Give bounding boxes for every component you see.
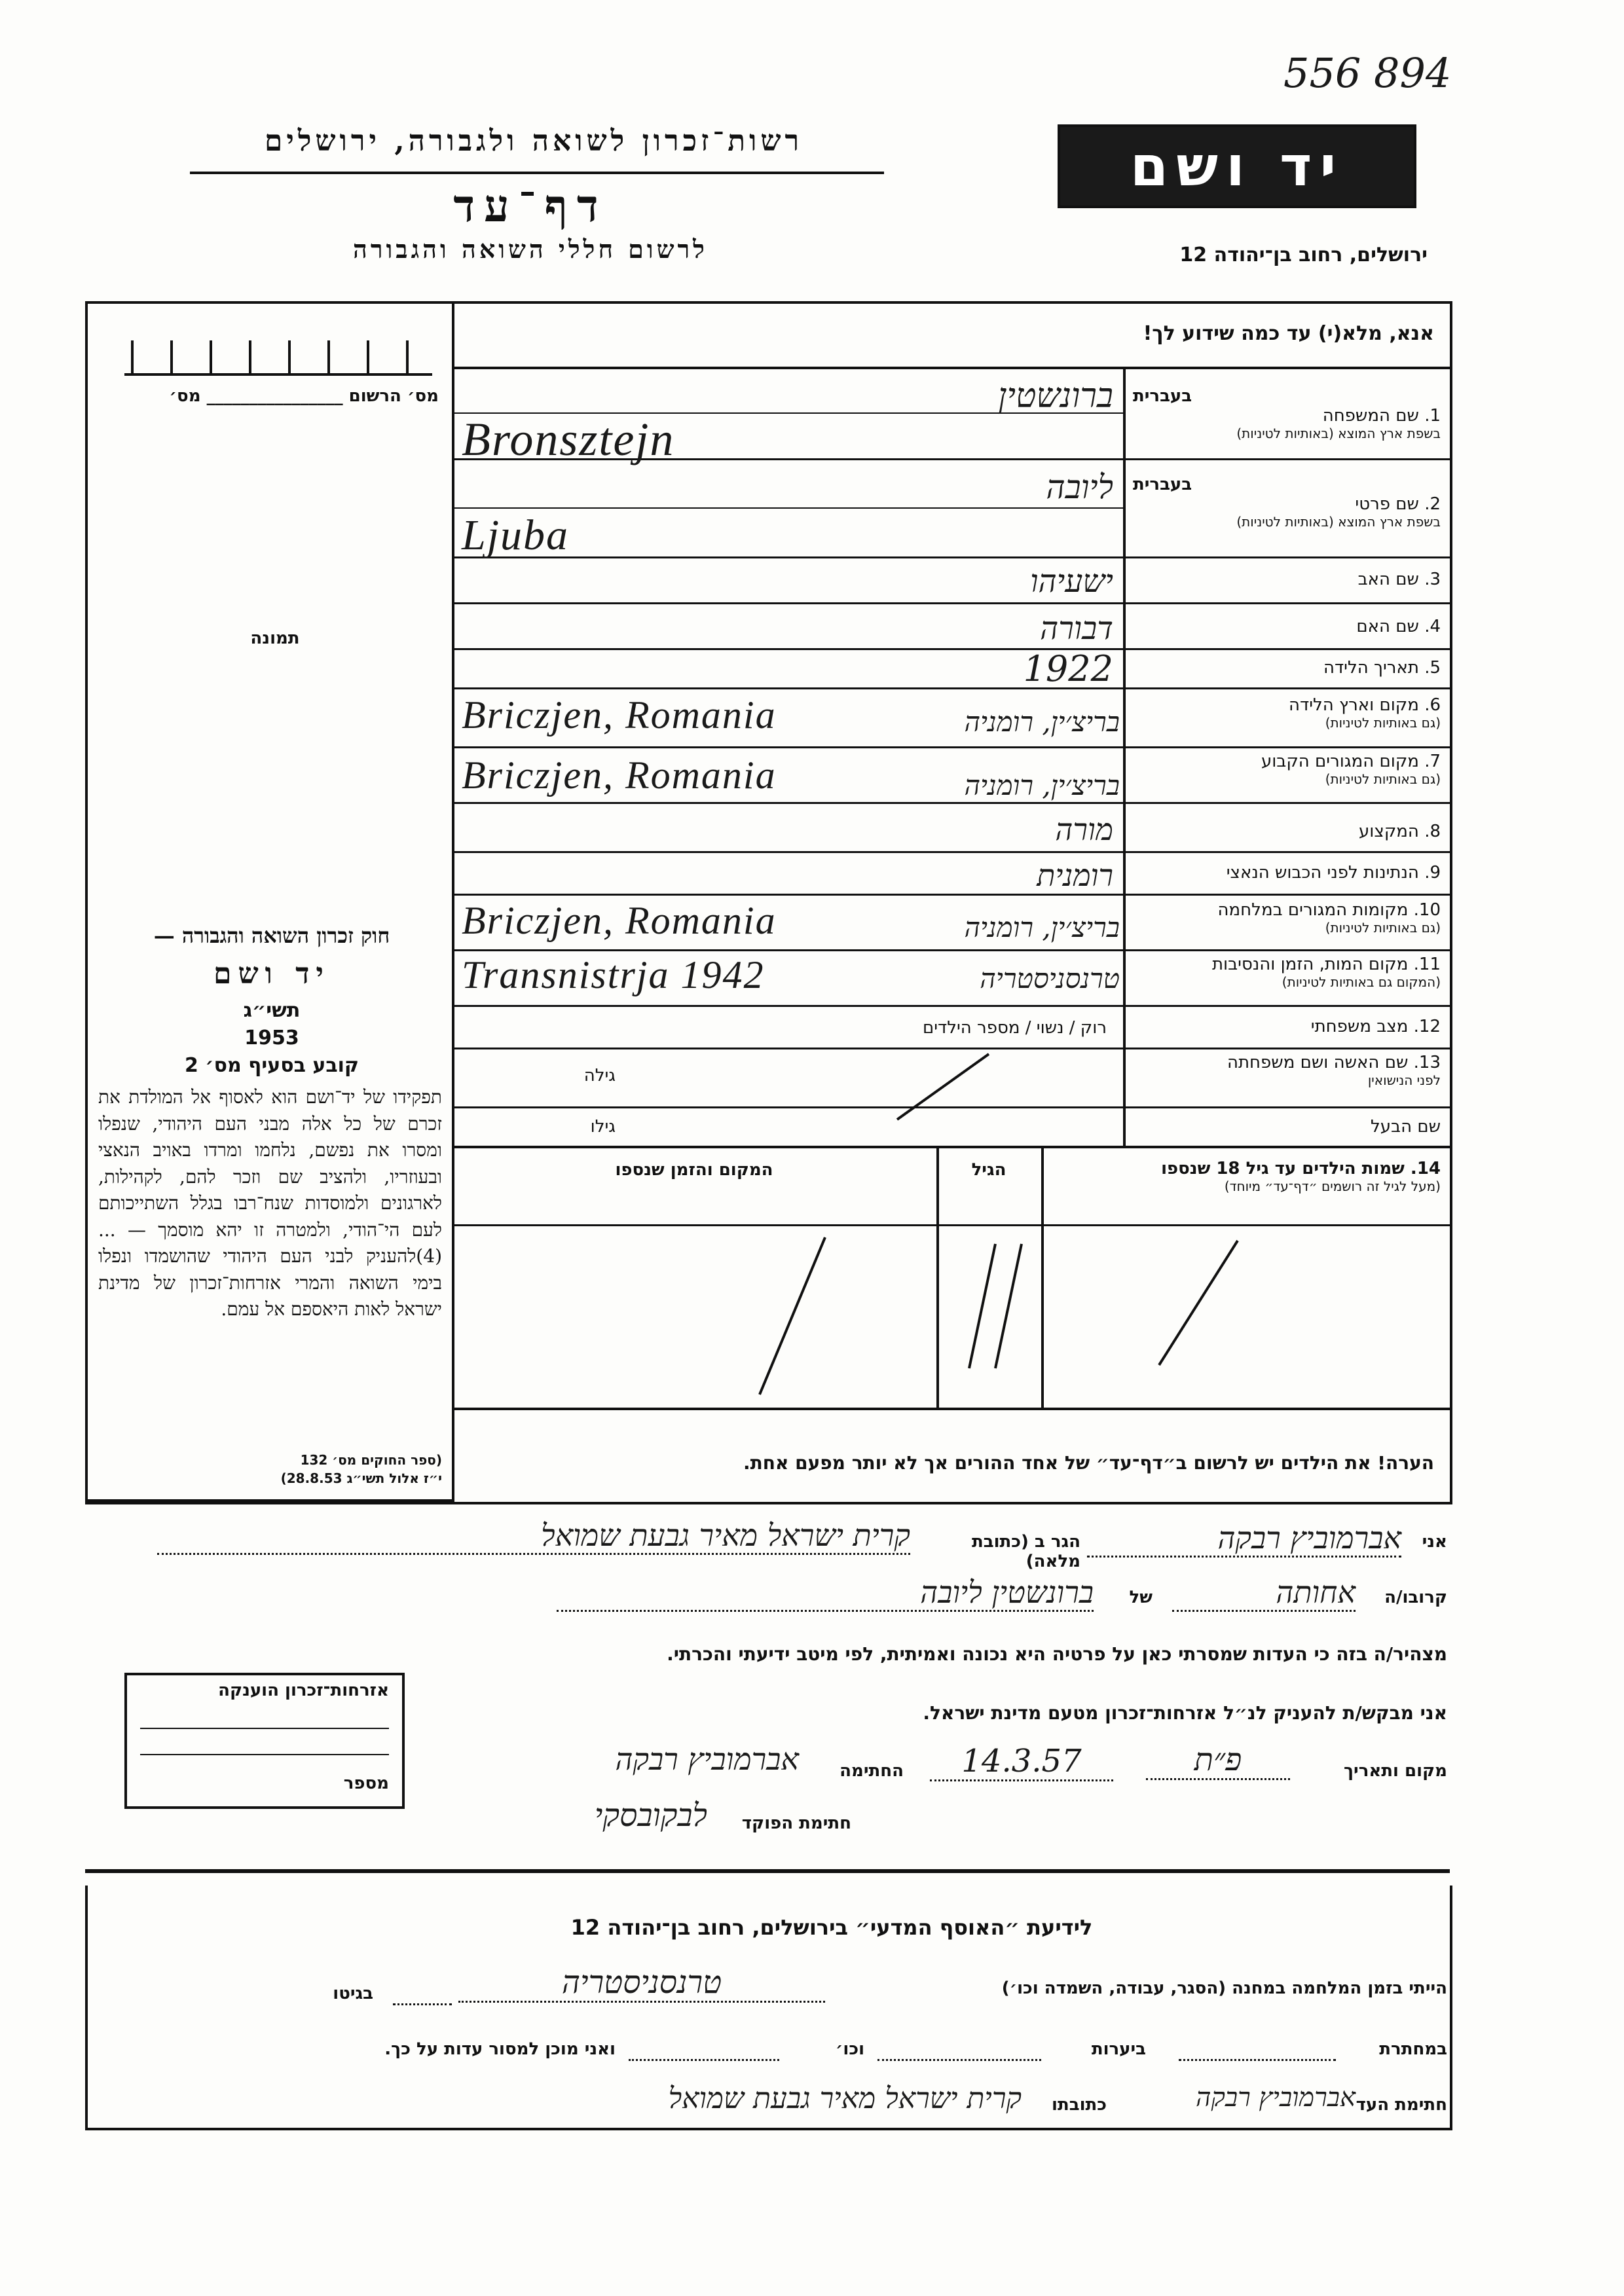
- ready-label: ואני מוכן למסור עדות על כך.: [384, 2039, 616, 2059]
- first-name-hebrew: ליובה: [1046, 468, 1113, 506]
- document-number: 556 894: [1283, 49, 1452, 97]
- witness-signature: אברמוביץ רבקה: [1196, 2083, 1356, 2113]
- children-age-strike: [963, 1231, 1028, 1375]
- row-first-name-tag: בעברית: [1133, 475, 1192, 494]
- relative-name: ברונשטין ליובה: [557, 1575, 1094, 1612]
- row-wife-name: 13. שם האשה ושם משפחתה לפני הנישואין: [1227, 1053, 1441, 1088]
- camp-label: הייתי בזמן המלחמה במחנה (הסגר, עבודה, השמדה וכו׳): [1001, 1978, 1447, 1998]
- row-first-name: בעברית 2. שם פרטי בשפת ארץ המוצא (באותיות לטיניות): [1133, 475, 1441, 530]
- photo-label: תמונה: [250, 629, 300, 648]
- declaration-statement: מצהיר/ה בזה כי העדות שמסרתי כאן על פרטיה היא נכונה ואמיתית, לפי מיטב ידיעתי והכרתי.: [667, 1643, 1447, 1665]
- note-text: הערה! את הילדים יש לרשום ב״דף־עד״ של אחד ההורים אך לא יותר מפעם אחת.: [743, 1452, 1434, 1474]
- row-marital-status: 12. מצב משפחתי: [1310, 1017, 1441, 1036]
- residence-hebrew: בריצ׳ין, רומניה: [964, 769, 1120, 801]
- official-signature-label: חתימת הפוקד: [741, 1813, 851, 1833]
- declaration-place: פ״ת: [1146, 1741, 1290, 1780]
- registry-ticks: [124, 334, 432, 376]
- row-family-name-tag: בעברית: [1133, 386, 1192, 406]
- row-birth-date: 5. תאריך הלידה: [1323, 658, 1441, 678]
- row-citizenship: 9. הנתינות לפני הכבוש הנאצי: [1226, 863, 1441, 883]
- law-year: 1953: [244, 1027, 299, 1049]
- citizenship-stamp-box: [124, 1673, 405, 1809]
- witness-address-label: כתובתו: [1052, 2095, 1107, 2115]
- birth-place-latin: Briczjen, Romania: [462, 693, 777, 737]
- witness-signature-label: חתימת העד: [1356, 2095, 1447, 2115]
- place-date-label: מקום ותאריך: [1344, 1761, 1447, 1781]
- family-name-sub: בשפת ארץ המוצא (באותיות לטיניות): [1236, 426, 1441, 441]
- intro-text: אנא, מלא(י) עד כמה שידוע לך!: [1143, 322, 1434, 345]
- mother-name-value: דבורה: [1040, 610, 1113, 647]
- citizenship-value: רומנית: [1037, 858, 1113, 893]
- law-name: יד ושם: [213, 957, 330, 991]
- birth-date-value: 1922: [1023, 648, 1113, 689]
- form-subtitle: לרשום חללי השואה והגבורה: [353, 234, 708, 264]
- family-name-latin: Bronsztejn: [462, 413, 675, 465]
- law-reference: (ספר החוקים מס׳ 132: [300, 1452, 442, 1468]
- husband-age-label: גילו: [590, 1117, 616, 1137]
- forests-label: ביערות: [1091, 2039, 1146, 2059]
- witness-address: קרית ישראל מאיר גבעת שמואל: [668, 2082, 1022, 2115]
- row-family-name: בעברית 1. שם המשפחה בשפת ארץ המוצא (באותיות לטיניות): [1133, 386, 1441, 441]
- law-title: חוק זכרון השואה והגבורה —: [153, 923, 390, 948]
- stamp-number-label: מספר: [343, 1774, 389, 1793]
- first-name-label: שם פרטי: [1355, 494, 1419, 514]
- birth-place-hebrew: בריצ׳ין, רומניה: [964, 706, 1120, 738]
- children-name-strike: [1153, 1237, 1244, 1368]
- row-father-name: 3. שם האב: [1357, 570, 1441, 589]
- children-age-header: הגיל: [971, 1160, 1006, 1180]
- row-wartime-residence: 10. מקומות המגורים במלחמה (גם באותיות לטיניות): [1217, 900, 1441, 936]
- family-name-label: שם המשפחה: [1322, 406, 1419, 426]
- of-label: של: [1129, 1588, 1153, 1607]
- signature-label: החתימה: [840, 1761, 904, 1781]
- residence-latin: Briczjen, Romania: [462, 754, 777, 797]
- official-signature: לבקובסקי: [594, 1797, 707, 1834]
- law-text: תפקידו של יד־ושם הוא לאסוף אל המולדת את זכרם של כל אלה מבני העם היהודי, שנפלו ומסרו את נפשם, נלחמו ומרדו באויב הנאצי ובעוזריו, ולהציב שם וזכר להם, לקהילות, לארגונים ולמוסדות שנח־רבו בגלל השתייכותם לעם הי־הודי, ולמטרה זו יהא מוסמך — ...(4)להעניק לבני העם היהודי שהושמדו ונפלו בימי השואה והמרי אזרחות־זכרון של מדינת ישראל לאות היאספם אל עמם.: [98, 1086, 442, 1320]
- declaration-i-label: אני: [1422, 1532, 1447, 1552]
- first-name-latin: Ljuba: [462, 511, 570, 559]
- wife-age-label: גילה: [583, 1066, 616, 1085]
- wartime-residence-hebrew: בריצ׳ין, רומניה: [964, 911, 1120, 943]
- children-header: 14. שמות הילדים עד גיל 18 שנספו (מעל לגיל זה רושמים ״דף־עד״ מיוחד): [1161, 1159, 1441, 1194]
- children-place-strike: [753, 1231, 832, 1401]
- death-place-latin: Transnistrja 1942: [462, 953, 765, 996]
- row-death-place: 11. מקום המות, הזמן והנסיבות (המקום גם באותיות לטיניות): [1211, 955, 1441, 990]
- row-mother-name: 4. שם האם: [1356, 617, 1441, 636]
- declarant-address: קרית ישראל מאיר גבעת שמואל: [157, 1518, 910, 1555]
- address: ירושלים, רחוב בן־יהודה 12: [1179, 244, 1428, 266]
- stamp-title: אזרחות־זכרון הוענקה: [218, 1681, 389, 1700]
- camp-value: טרנסניסטריה: [458, 1964, 825, 2003]
- authority-title: רשות־זכרון לשואה ולגבורה, ירושלים: [264, 124, 803, 158]
- law-section: קובע בסעיף מס׳ 2: [184, 1054, 360, 1077]
- law-reference-date: י״ז אלול תשי״ג 28.8.53): [280, 1470, 442, 1486]
- ghetto-label: בגיטו: [333, 1984, 373, 2003]
- row-birth-place: 6. מקום וארץ הלידה (גם באותיות לטיניות): [1289, 695, 1441, 731]
- relation-value: אחותה: [1172, 1575, 1356, 1612]
- wife-name-strike: [891, 1051, 995, 1123]
- underground-label: במחתרת: [1379, 2039, 1447, 2059]
- first-name-sub: בשפת ארץ המוצא (באותיות לטיניות): [1236, 514, 1441, 530]
- relative-label: קרובו/ה: [1384, 1588, 1447, 1607]
- registry-number-label: מס׳ הרשום ________________ מס׳: [169, 386, 439, 406]
- declarant-signature: אברמוביץ רבקה: [615, 1741, 799, 1777]
- row-profession: 8. המקצוע: [1359, 822, 1441, 841]
- declaration-request: אני מבקש/ת להעניק לנ״ל אזרחות־זכרון מטעם מדינת ישראל.: [923, 1702, 1447, 1724]
- death-place-hebrew: טרנסניסטריה: [980, 962, 1120, 994]
- row-husband-name: שם הבעל: [1370, 1117, 1441, 1137]
- law-year-hebrew: תשי״ג: [243, 999, 301, 1022]
- children-place-header: המקום והזמן שנספו: [615, 1160, 773, 1180]
- footer-title: לידיעת ״האוסף המדעי״ בירושלים, רחוב בן־יהודה 12: [570, 1915, 1093, 1940]
- etc-label: וכו׳: [835, 2039, 864, 2059]
- row-residence: 7. מקום המגורים הקבוע (גם באותיות לטיניות): [1261, 752, 1441, 787]
- form-title: דף־עד: [453, 180, 608, 232]
- family-name-hebrew: ברונשטין: [998, 376, 1113, 416]
- yad-vashem-logo: יד ושם: [1058, 124, 1416, 208]
- marital-status-options: רוק / נשוי / מספר הילדים: [922, 1018, 1107, 1038]
- declaration-date: 14.3.57: [930, 1743, 1113, 1781]
- resides-label: הגר ב (כתובת מלאה): [971, 1532, 1080, 1571]
- declarant-name: אברמוביץ רבקה: [1087, 1520, 1401, 1558]
- father-name-value: ישעיהו: [1030, 563, 1113, 600]
- wartime-residence-latin: Briczjen, Romania: [462, 899, 777, 942]
- profession-value: מורה: [1055, 812, 1113, 847]
